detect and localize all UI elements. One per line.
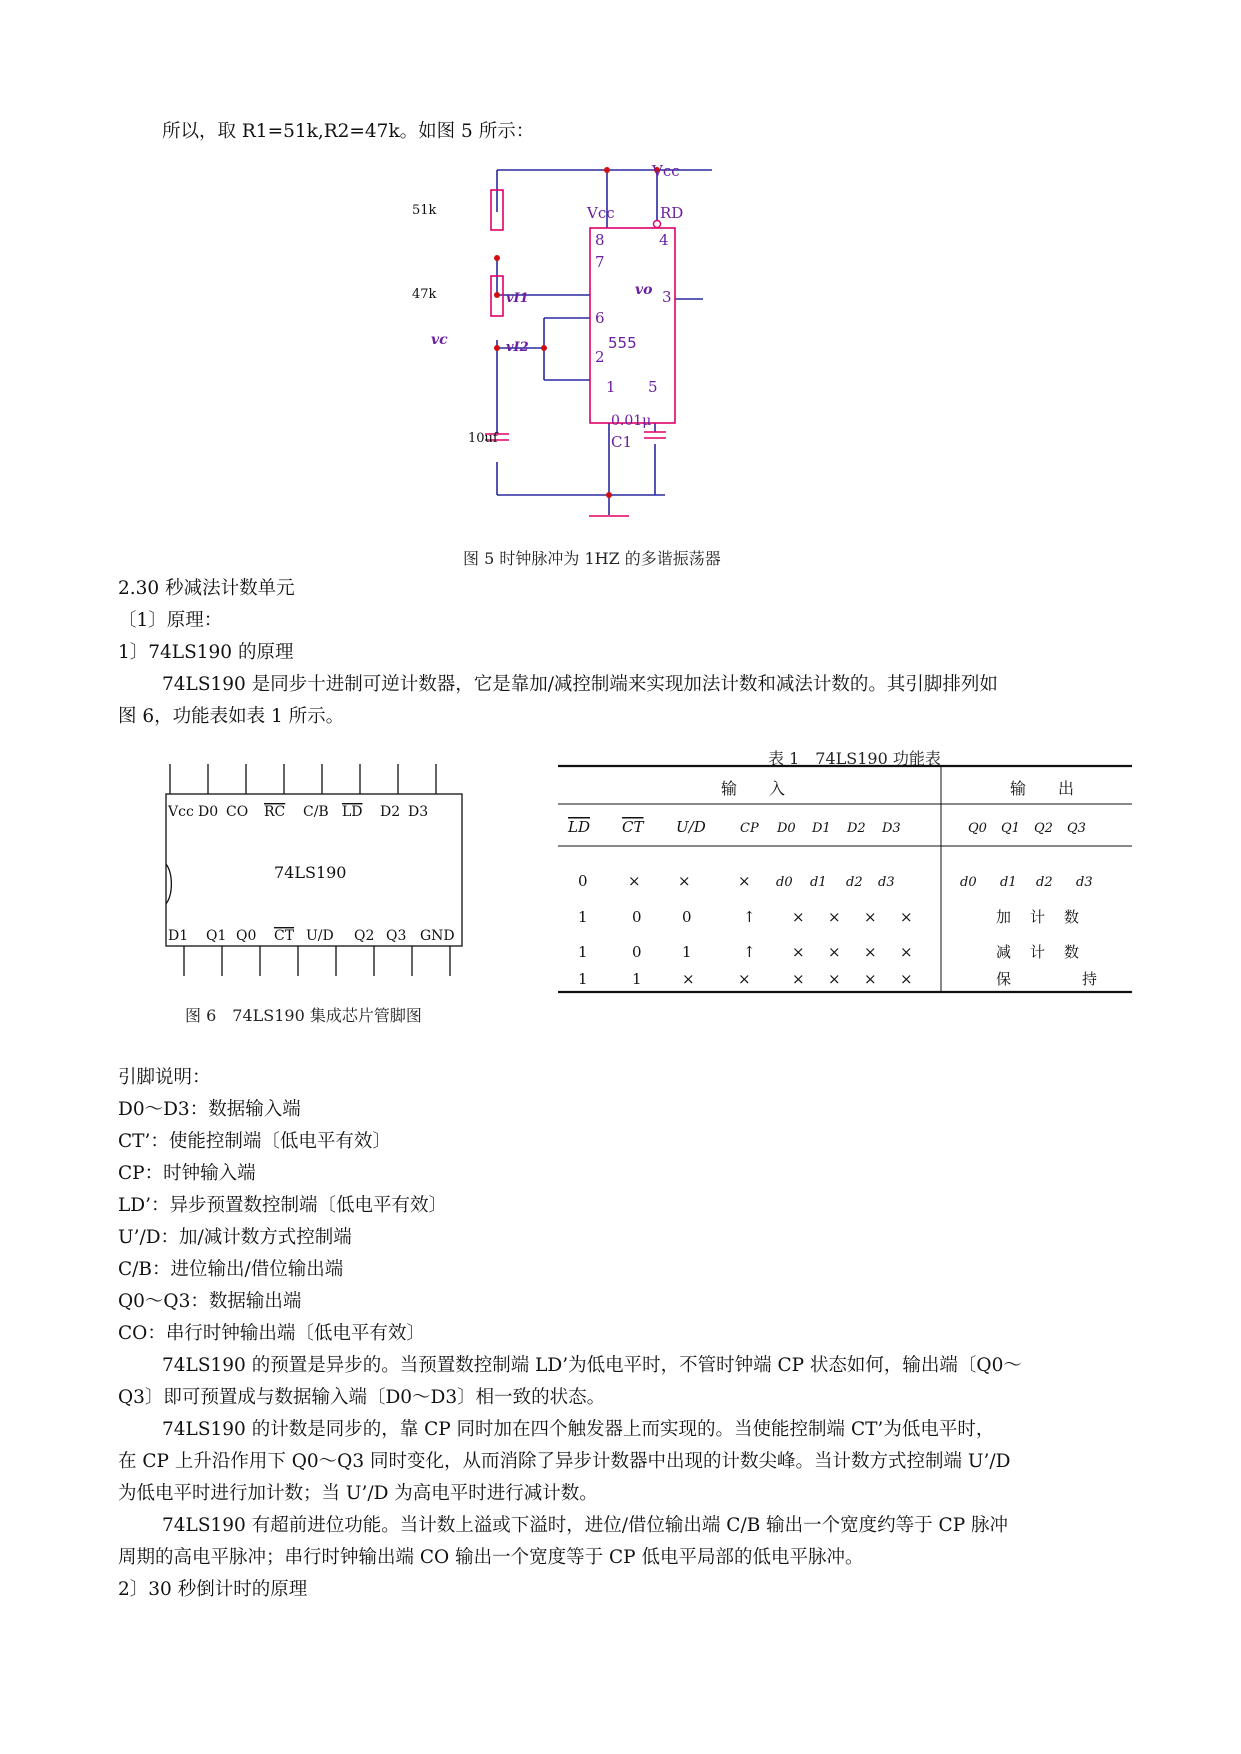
pin-desc-item: LD’：异步预置数控制端〔低电平有效〕 bbox=[118, 1195, 447, 1216]
svg-text:减: 减 bbox=[996, 943, 1012, 961]
chip-74ls190-label: 74LS190 bbox=[274, 863, 347, 882]
pin8: 8 bbox=[595, 231, 605, 249]
pin-rc: RC bbox=[264, 804, 286, 820]
chip-555-label: 555 bbox=[608, 334, 637, 352]
col-d1: D1 bbox=[812, 821, 831, 836]
para1-line2: 图 6，功能表如表 1 所示。 bbox=[118, 706, 345, 727]
svg-text:×: × bbox=[792, 970, 805, 988]
pin-desc-item: D0～D3：数据输入端 bbox=[118, 1099, 301, 1120]
pin-q3: Q3 bbox=[386, 928, 407, 944]
svg-text:d3: d3 bbox=[1076, 875, 1093, 890]
table-1-title: 表 1 74LS190 功能表 bbox=[768, 749, 941, 768]
figure-6-pinout bbox=[158, 762, 468, 990]
pin-d2: D2 bbox=[380, 804, 401, 820]
pin-q0: Q0 bbox=[236, 928, 257, 944]
svg-text:计: 计 bbox=[1030, 943, 1046, 961]
pin-ld: LD bbox=[342, 804, 363, 820]
col-cp: CP bbox=[740, 821, 759, 836]
figure-5-circuit bbox=[412, 150, 760, 530]
pin-d0: D0 bbox=[198, 804, 219, 820]
svg-text:×: × bbox=[828, 908, 841, 926]
c1-name: C1 bbox=[611, 433, 633, 451]
svg-text:×: × bbox=[864, 970, 877, 988]
sub-heading-2: 1〕74LS190 的原理 bbox=[118, 642, 294, 663]
pin7: 7 bbox=[595, 253, 605, 271]
input-header: 输 入 bbox=[721, 779, 786, 798]
svg-text:0: 0 bbox=[578, 872, 588, 890]
pin-ct: CT bbox=[274, 928, 295, 944]
svg-text:0: 0 bbox=[632, 908, 642, 926]
pin-desc-item: U’/D：加/减计数方式控制端 bbox=[118, 1227, 352, 1248]
cap-label: 10uf bbox=[468, 431, 498, 446]
svg-text:×: × bbox=[792, 908, 805, 926]
pin-gnd: GND bbox=[420, 928, 455, 944]
svg-text:×: × bbox=[900, 908, 913, 926]
pin3: 3 bbox=[662, 288, 672, 306]
svg-text:d1: d1 bbox=[810, 875, 827, 890]
svg-text:d1: d1 bbox=[1000, 875, 1017, 890]
col-ct: CT bbox=[622, 818, 644, 836]
para3-line3: 为低电平时进行加计数；当 U’/D 为高电平时进行减计数。 bbox=[118, 1483, 598, 1504]
sub-heading-3: 2〕30 秒倒计时的原理 bbox=[118, 1579, 308, 1600]
svg-text:d0: d0 bbox=[960, 875, 977, 890]
svg-text:1: 1 bbox=[682, 943, 692, 961]
vo-label: vo bbox=[635, 282, 653, 298]
pin4: 4 bbox=[659, 231, 669, 249]
table-1 bbox=[556, 764, 1136, 996]
svg-text:持: 持 bbox=[1082, 970, 1098, 988]
para2-line1: 74LS190 的预置是异步的。当预置数控制端 LD’为低电平时，不管时钟端 CP 状态如何，输出端〔Q0～ bbox=[162, 1355, 1022, 1376]
svg-text:d2: d2 bbox=[1036, 875, 1053, 890]
pin-q2: Q2 bbox=[354, 928, 375, 944]
col-q3: Q3 bbox=[1067, 821, 1086, 836]
svg-text:×: × bbox=[738, 872, 751, 890]
svg-text:数: 数 bbox=[1064, 908, 1080, 926]
vc-label: vc bbox=[431, 332, 448, 348]
figure-6-caption: 图 6 74LS190 集成芯片管脚图 bbox=[185, 1006, 422, 1025]
pin2: 2 bbox=[595, 348, 605, 366]
para3-line1: 74LS190 的计数是同步的，靠 CP 同时加在四个触发器上而实现的。当使能控制端 CT’为低电平时， bbox=[162, 1419, 995, 1440]
pin-vcc: Vcc bbox=[168, 804, 194, 820]
sub-heading-1: 〔1〕原理： bbox=[118, 610, 223, 631]
pin-desc-item: C/B：进位输出/借位输出端 bbox=[118, 1259, 344, 1280]
vcc-pin-label: Vcc bbox=[587, 204, 615, 222]
col-d0: D0 bbox=[777, 821, 796, 836]
vi1-label: vI1 bbox=[506, 291, 529, 306]
svg-text:×: × bbox=[900, 970, 913, 988]
col-d3: D3 bbox=[882, 821, 901, 836]
svg-text:1: 1 bbox=[578, 943, 588, 961]
para4-line2: 周期的高电平脉冲；串行时钟输出端 CO 输出一个宽度等于 CP 低电平局部的低电平脉冲。 bbox=[118, 1547, 864, 1568]
col-q1: Q1 bbox=[1001, 821, 1020, 836]
para3-line2: 在 CP 上升沿作用下 Q0～Q3 同时变化，从而消除了异步计数器中出现的计数尖峰。当计数方式控制端 U’/D bbox=[118, 1451, 1011, 1472]
svg-text:0: 0 bbox=[632, 943, 642, 961]
pin5: 5 bbox=[648, 378, 658, 396]
col-q0: Q0 bbox=[968, 821, 987, 836]
column-headers bbox=[567, 818, 1086, 836]
col-ld: LD bbox=[568, 818, 590, 836]
para1-line1: 74LS190 是同步十进制可逆计数器，它是靠加/减控制端来实现加法计数和减法计数的。其引脚排列如 bbox=[162, 674, 998, 695]
para4-line1: 74LS190 有超前进位功能。当计数上溢或下溢时，进位/借位输出端 C/B 输出一个宽度约等于 CP 脉冲 bbox=[162, 1515, 1009, 1536]
r1-label: 51k bbox=[412, 203, 437, 218]
col-ud: U/D bbox=[676, 818, 706, 836]
svg-text:d3: d3 bbox=[878, 875, 895, 890]
svg-text:×: × bbox=[682, 970, 695, 988]
pin-desc-heading: 引脚说明： bbox=[118, 1067, 211, 1088]
pin6: 6 bbox=[595, 309, 605, 327]
svg-text:d2: d2 bbox=[846, 875, 863, 890]
pin-q1: Q1 bbox=[206, 928, 227, 944]
pin1: 1 bbox=[606, 378, 616, 396]
r2-label: 47k bbox=[412, 287, 437, 302]
svg-text:1: 1 bbox=[578, 970, 588, 988]
output-header: 输 出 bbox=[1010, 779, 1075, 798]
svg-text:保: 保 bbox=[996, 970, 1012, 988]
col-d2: D2 bbox=[847, 821, 866, 836]
svg-text:d0: d0 bbox=[776, 875, 793, 890]
c1-value: 0.01μ bbox=[611, 413, 652, 429]
svg-text:加: 加 bbox=[996, 908, 1012, 926]
table-row bbox=[578, 872, 1093, 890]
svg-text:1: 1 bbox=[632, 970, 642, 988]
svg-text:×: × bbox=[828, 943, 841, 961]
pin-ud: U/D bbox=[306, 928, 334, 944]
pin-co: CO bbox=[226, 804, 249, 820]
svg-text:数: 数 bbox=[1064, 943, 1080, 961]
svg-text:↑: ↑ bbox=[743, 943, 756, 961]
pin-cb: C/B bbox=[303, 804, 329, 820]
svg-text:×: × bbox=[628, 872, 641, 890]
svg-text:×: × bbox=[792, 943, 805, 961]
svg-text:↑: ↑ bbox=[743, 908, 756, 926]
svg-text:1: 1 bbox=[578, 908, 588, 926]
pin-d1: D1 bbox=[168, 928, 189, 944]
pin-d3: D3 bbox=[408, 804, 429, 820]
svg-text:×: × bbox=[864, 943, 877, 961]
svg-text:×: × bbox=[678, 872, 691, 890]
pin-desc-item: Q0～Q3：数据输出端 bbox=[118, 1291, 302, 1312]
svg-text:×: × bbox=[738, 970, 751, 988]
vcc-top-label: Vcc bbox=[652, 162, 680, 180]
pin-desc-item: CP：时钟输入端 bbox=[118, 1163, 256, 1184]
table-row bbox=[578, 970, 1097, 988]
table-row bbox=[578, 943, 1079, 961]
table-row bbox=[578, 908, 1079, 926]
circuit-nodes bbox=[494, 167, 660, 498]
svg-text:计: 计 bbox=[1030, 908, 1046, 926]
pin-desc-item: CO：串行时钟输出端〔低电平有效〕 bbox=[118, 1323, 425, 1344]
svg-text:0: 0 bbox=[682, 908, 692, 926]
svg-text:×: × bbox=[864, 908, 877, 926]
para2-line2: Q3〕即可预置成与数据输入端〔D0～D3〕相一致的状态。 bbox=[118, 1387, 606, 1408]
col-q2: Q2 bbox=[1034, 821, 1053, 836]
svg-text:×: × bbox=[828, 970, 841, 988]
intro-text: 所以，取 R1=51k,R2=47k。如图 5 所示： bbox=[162, 121, 535, 142]
figure-5-caption: 图 5 时钟脉冲为 1HZ 的多谐振荡器 bbox=[463, 549, 721, 568]
vi2-label: vI2 bbox=[506, 340, 529, 355]
pin-desc-item: CT’：使能控制端〔低电平有效〕 bbox=[118, 1131, 391, 1152]
section-title: 2.30 秒减法计数单元 bbox=[118, 578, 295, 599]
rd-pin-label: RD bbox=[660, 204, 684, 222]
svg-text:×: × bbox=[900, 943, 913, 961]
